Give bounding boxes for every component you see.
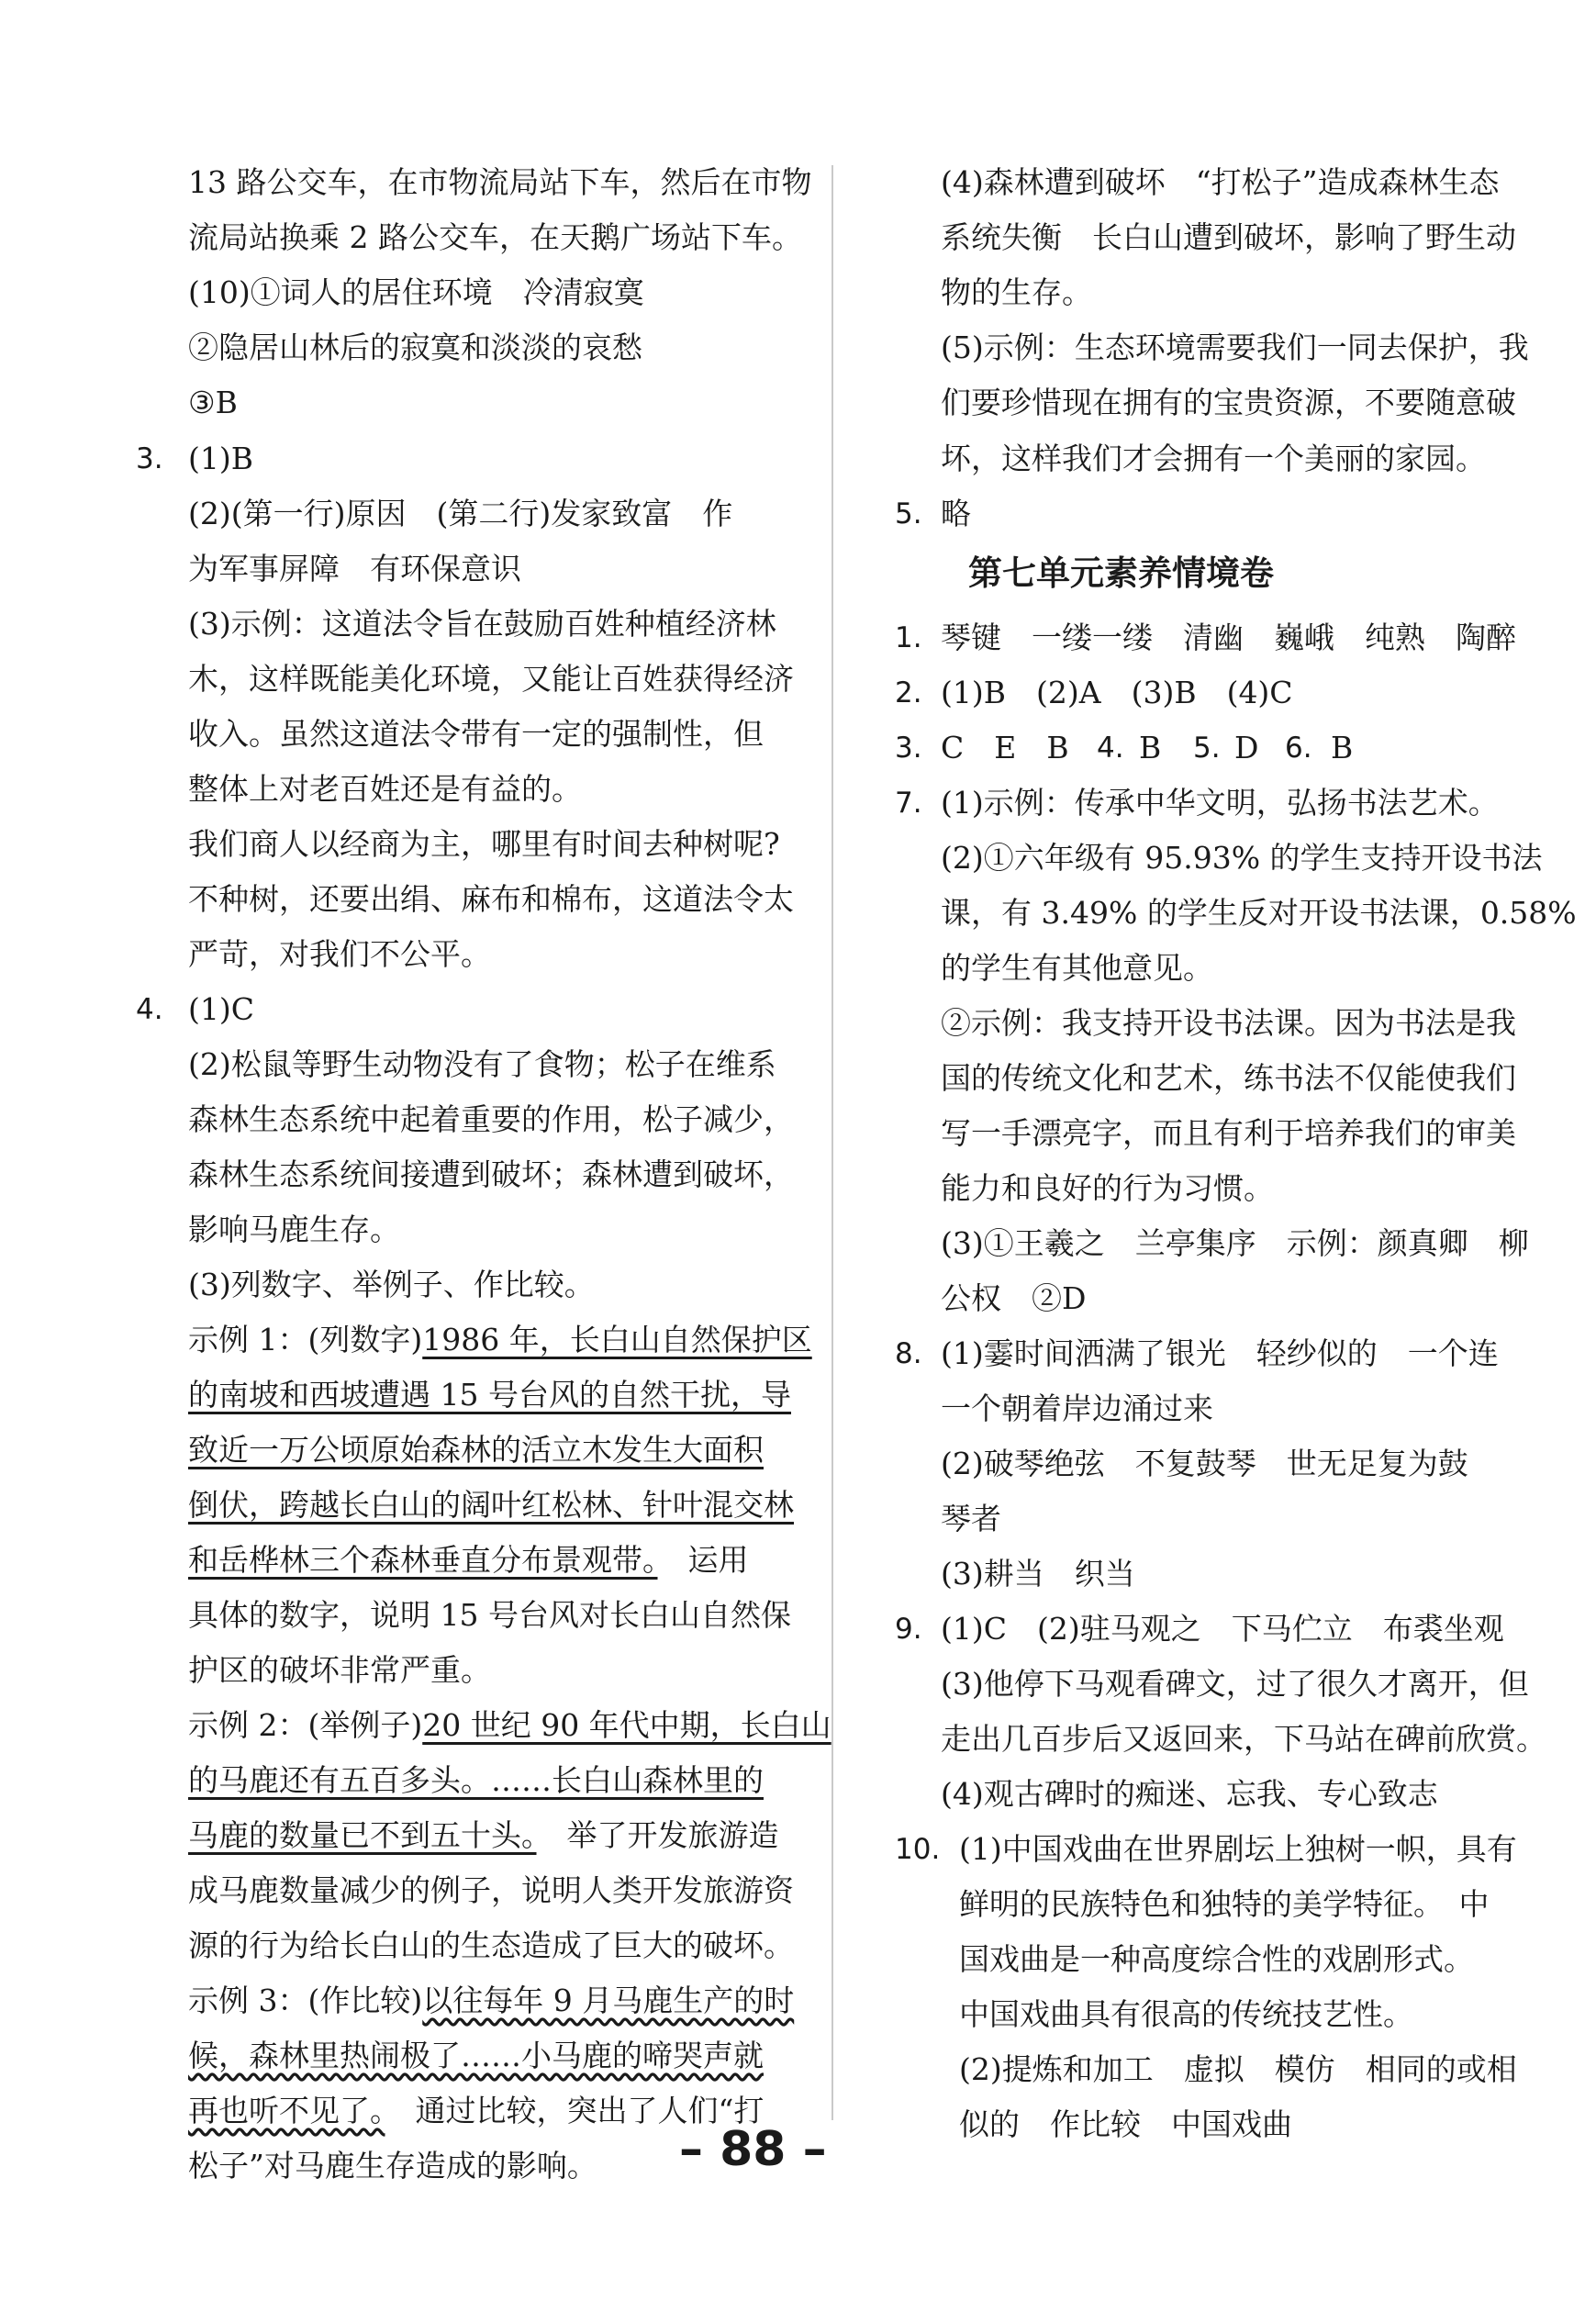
underlined-quote: 和岳桦林三个森林垂直分布景观带。 — [188, 1542, 658, 1578]
text-line: 具体的数字，说明 15 号台风对长白山自然保 — [188, 1597, 791, 1633]
underlined-quote: 致近一万公顷原始森林的活立木发生大面积 — [188, 1432, 764, 1468]
wavy-underlined-quote: 再也听不见了。 — [188, 2093, 385, 2128]
question-number: 3. — [895, 732, 922, 765]
question-number: 5. — [1193, 732, 1221, 765]
text-line: ②示例：我支持开设书法课。因为书法是我 — [941, 1005, 1516, 1041]
text-line: 松子”对马鹿生存造成的影响。 — [188, 2148, 597, 2184]
text-line: 森林生态系统中起着重要的作用，松子减少， — [188, 1101, 794, 1137]
text-line: 流局站换乘 2 路公交车，在天鹅广场站下车。 — [188, 219, 802, 255]
text-line: (4)观古碑时的痴迷、忘我、专心致志 — [941, 1776, 1438, 1812]
underlined-quote: 的马鹿还有五百多头。……长白山森林里的 — [188, 1762, 764, 1798]
question-number: 8. — [895, 1337, 922, 1370]
text-line: 收入。虽然这道法令带有一定的强制性，但 — [188, 716, 764, 752]
text-line: 坏，这样我们才会拥有一个美丽的家园。 — [941, 441, 1486, 476]
question-number: 4. — [1097, 732, 1124, 765]
text-line: 整体上对老百姓还是有益的。 — [188, 771, 582, 807]
text-line: 成马鹿数量减少的例子，说明人类开发旅游资 — [188, 1872, 794, 1908]
text-line: 森林生态系统间接遭到破坏；森林遭到破坏， — [188, 1156, 794, 1192]
text-line: ③B — [188, 385, 238, 420]
text-line: (1)C (2)驻马观之 下马伫立 布裘坐观 — [941, 1611, 1504, 1647]
question-number: 2. — [895, 676, 922, 709]
text-line: 护区的破坏非常严重。 — [188, 1652, 491, 1688]
text-line: C E B — [941, 730, 1069, 765]
underlined-quote: 马鹿的数量已不到五十头。 — [188, 1817, 537, 1853]
text-line: 源的行为给长白山的生态造成了巨大的破坏。 — [188, 1927, 794, 1963]
text-line: (2)(第一行)原因 (第二行)发家致富 作 — [188, 496, 733, 531]
question-number: 4. — [136, 993, 163, 1026]
text-line: 物的生存。 — [941, 274, 1092, 310]
question-number: 3. — [136, 442, 163, 475]
text-line: (1)B — [188, 441, 253, 476]
text-line: 公权 ②D — [941, 1280, 1087, 1316]
text-line: 能力和良好的行为习惯。 — [941, 1170, 1274, 1206]
text-line: 中国戏曲具有很高的传统技艺性。 — [959, 1996, 1413, 2032]
text-line: D — [1234, 730, 1259, 765]
text-line: (5)示例：生态环境需要我们一同去保护，我 — [941, 330, 1529, 365]
text-line: (10)①词人的居住环境 冷清寂寞 — [188, 274, 644, 310]
text-line: 走出几百步后又返回来，下马站在碑前欣赏。 — [941, 1721, 1546, 1757]
text-line: 影响马鹿生存。 — [188, 1212, 400, 1247]
text-line: 不种树，还要出绢、麻布和棉布，这道法令太 — [188, 881, 794, 917]
text-line: 略 — [941, 496, 971, 531]
text-line: 鲜明的民族特色和独特的美学特征。 中 — [959, 1886, 1490, 1922]
question-number: 5. — [895, 497, 922, 531]
question-number: 1. — [895, 621, 922, 654]
text-line: (3)耕当 织当 — [941, 1556, 1135, 1592]
section-title: 第七单元素养情境卷 — [968, 553, 1274, 593]
text-line: 马鹿的数量已不到五十头。 举了开发旅游造 — [188, 1817, 779, 1853]
column-divider — [831, 165, 833, 2120]
text-line: 国戏曲是一种高度综合性的戏剧形式。 — [959, 1941, 1474, 1977]
text-line: 琴者 — [941, 1501, 1001, 1536]
underlined-quote: 20 世纪 90 年代中期，长白山 — [422, 1707, 831, 1743]
text-line: (2)破琴绝弦 不复鼓琴 世无足复为鼓 — [941, 1446, 1468, 1481]
question-number: 7. — [895, 787, 922, 820]
text-line: 为军事屏障 有环保意识 — [188, 551, 521, 586]
wavy-underlined-quote: 以往每年 9 月马鹿生产的时 — [422, 1983, 795, 2018]
text-line: 系统失衡 长白山遭到破坏，影响了野生动 — [941, 219, 1516, 255]
text-line: B — [1139, 730, 1162, 765]
text-line: ②隐居山林后的寂寞和淡淡的哀愁 — [188, 330, 642, 365]
underlined-quote: 倒伏，跨越长白山的阔叶红松林、针叶混交林 — [188, 1487, 794, 1523]
text-line: (2)提炼和加工 虚拟 模仿 相同的或相 — [959, 2051, 1517, 2087]
text-line: (1)中国戏曲在世界剧坛上独树一帜，具有 — [959, 1831, 1517, 1867]
text-line: 的学生有其他意见。 — [941, 950, 1213, 986]
text-line: 木，这样既能美化环境，又能让百姓获得经济 — [188, 661, 794, 697]
text-line: (1)示例：传承中华文明，弘扬书法艺术。 — [941, 785, 1499, 821]
text-line: (3)列数字、举例子、作比较。 — [188, 1267, 595, 1302]
text-line: 一个朝着岸边涌过来 — [941, 1391, 1213, 1426]
text-line: 似的 作比较 中国戏曲 — [959, 2106, 1292, 2142]
text-line: (1)霎时间洒满了银光 轻纱似的 一个连 — [941, 1335, 1499, 1371]
question-number: 10. — [895, 1833, 941, 1866]
text-line: 课，有 3.49% 的学生反对开设书法课，0.58% — [941, 895, 1577, 931]
text-line: (1)B (2)A (3)B (4)C — [941, 675, 1293, 710]
text-line: (3)①王羲之 兰亭集序 示例：颜真卿 柳 — [941, 1225, 1529, 1261]
text-line: 示例 3：(作比较)以往每年 9 月马鹿生产的时 — [188, 1983, 795, 2018]
text-line: 再也听不见了。 通过比较，突出了人们“打 — [188, 2093, 765, 2128]
text-line: 们要珍惜现在拥有的宝贵资源，不要随意破 — [941, 385, 1516, 420]
text-line: 国的传统文化和艺术，练书法不仅能使我们 — [941, 1060, 1516, 1096]
text-line: (3)他停下马观看碑文，过了很久才离开，但 — [941, 1666, 1529, 1702]
text-line: B — [1331, 730, 1354, 765]
text-line: 示例 2：(举例子)20 世纪 90 年代中期，长白山 — [188, 1707, 831, 1743]
text-line: (2)①六年级有 95.93% 的学生支持开设书法 — [941, 840, 1543, 876]
text-line: 写一手漂亮字，而且有利于培养我们的审美 — [941, 1115, 1516, 1151]
text-line: (4)森林遭到破坏 “打松子”造成森林生态 — [941, 164, 1500, 200]
text-line: 严苛，对我们不公平。 — [188, 936, 491, 972]
text-line: 和岳桦林三个森林垂直分布景观带。 运用 — [188, 1542, 749, 1578]
text-line: 琴键 一缕一缕 清幽 巍峨 纯熟 陶醉 — [941, 620, 1516, 655]
question-number: 9. — [895, 1613, 922, 1646]
text-line: (3)示例：这道法令旨在鼓励百姓种植经济林 — [188, 606, 776, 642]
text-line: (1)C — [188, 991, 254, 1027]
question-number: 6. — [1285, 732, 1312, 765]
wavy-underlined-quote: 候，森林里热闹极了……小马鹿的啼哭声就 — [188, 2038, 764, 2073]
text-line: (2)松鼠等野生动物没有了食物；松子在维系 — [188, 1046, 776, 1082]
underlined-quote: 的南坡和西坡遭遇 15 号台风的自然干扰，导 — [188, 1377, 791, 1413]
text-line: 13 路公交车，在市物流局站下车，然后在市物 — [188, 164, 812, 200]
underlined-quote: 1986 年，长白山自然保护区 — [422, 1322, 812, 1357]
page-number: – 88 – — [679, 2122, 827, 2177]
text-line: 示例 1：(列数字)1986 年，长白山自然保护区 — [188, 1322, 812, 1357]
text-line: 我们商人以经商为主，哪里有时间去种树呢? — [188, 826, 780, 862]
